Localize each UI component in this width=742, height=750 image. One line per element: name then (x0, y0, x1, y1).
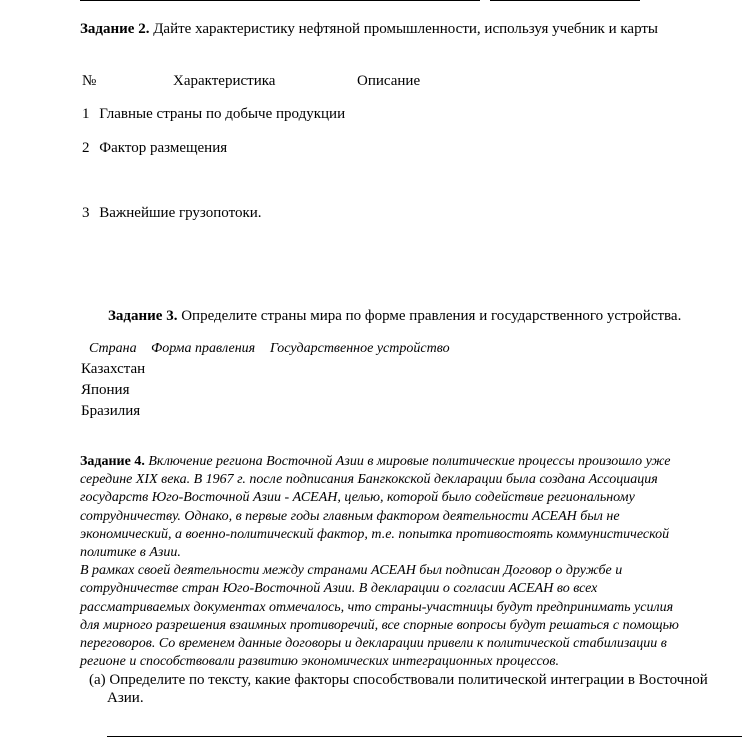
passage-line: регионе и способствовали развитию экономических интеграционных процессов. (80, 654, 559, 670)
passage-line: государств Юго-Восточной Азии - АСЕАН, целью, которой было содействие региональному (80, 490, 635, 506)
passage-line: для мирного разрешения взаимных противоречий, все спорные вопросы будут решаться с помощью (80, 617, 679, 633)
row-number: 3 (82, 205, 90, 221)
passage-text: Включение региона Восточной Азии в мировые политические процессы произошло уже (148, 454, 671, 469)
task2-title (80, 20, 658, 38)
top-answer-line (490, 0, 640, 1)
passage-line: политике в Азии. (80, 545, 181, 561)
task3-col-country: Страна (89, 341, 137, 356)
task2-col-characteristic: Характеристика (173, 73, 276, 89)
passage-line: сотрудничестве стран Юго-Восточной Азии. В декларации о согласии АСЕАН во всех (80, 581, 598, 597)
task3-col-structure: Государственное устройство (270, 341, 450, 356)
question-a-continuation: Азии. (107, 690, 144, 706)
task2-text: Дайте характеристику нефтяной промышленности, используя учебник и карты (153, 21, 659, 37)
task3-title (108, 307, 681, 325)
task3-heading: Задание 3. (108, 308, 178, 324)
row-number: 1 (82, 106, 90, 122)
task3-col-govform: Форма правления (151, 341, 256, 356)
task2-heading: Задание 2. (80, 21, 150, 37)
country-brazil: Бразилия (81, 403, 141, 419)
passage-line: переговоров. Со временем данные договоры и декларации привели к политической стабилизации в (80, 636, 667, 652)
row-label: Главные страны по добыче продукции (99, 106, 346, 122)
passage-line (80, 453, 742, 471)
top-cutoff-rule (80, 0, 480, 1)
task2-col-description: Описание (357, 73, 421, 89)
passage-line: середине XIX века. В 1967 г. после подписания Бангкокской декларации была создана Ассоциация (80, 472, 658, 488)
country-kazakhstan: Казахстан (81, 361, 146, 377)
passage-line: экономический, а военно-политический фактор, т.е. попытка противостоять коммунистической (80, 526, 670, 542)
answer-line[interactable] (107, 736, 742, 737)
table-row (82, 139, 227, 157)
passage-line: В рамках своей деятельности между странами АСЕАН был подписан Договор о дружбе и (80, 563, 623, 579)
task4-heading: Задание 4. (80, 454, 145, 469)
question-a: (a) Определите по тексту, какие факторы способствовали политической интеграции в Восточной (89, 672, 708, 688)
table-row (82, 105, 345, 123)
row-number: 2 (82, 140, 90, 156)
task3-text: Определите страны мира по форме правления и государственного устройства. (181, 308, 682, 324)
country-japan: Япония (81, 382, 130, 398)
task4-passage (80, 453, 742, 671)
passage-line: сотрудничеству. Однако, в первые годы главным фактором деятельности АСЕАН был не (80, 508, 620, 524)
task2-col-num: № (82, 73, 97, 89)
passage-line: рассматриваемых документах отмечалось, что страны-участницы будут предпринимать усилия (80, 599, 674, 615)
row-label: Фактор размещения (99, 140, 228, 156)
row-label: Важнейшие грузопотоки. (99, 205, 262, 221)
table-row (82, 204, 262, 222)
